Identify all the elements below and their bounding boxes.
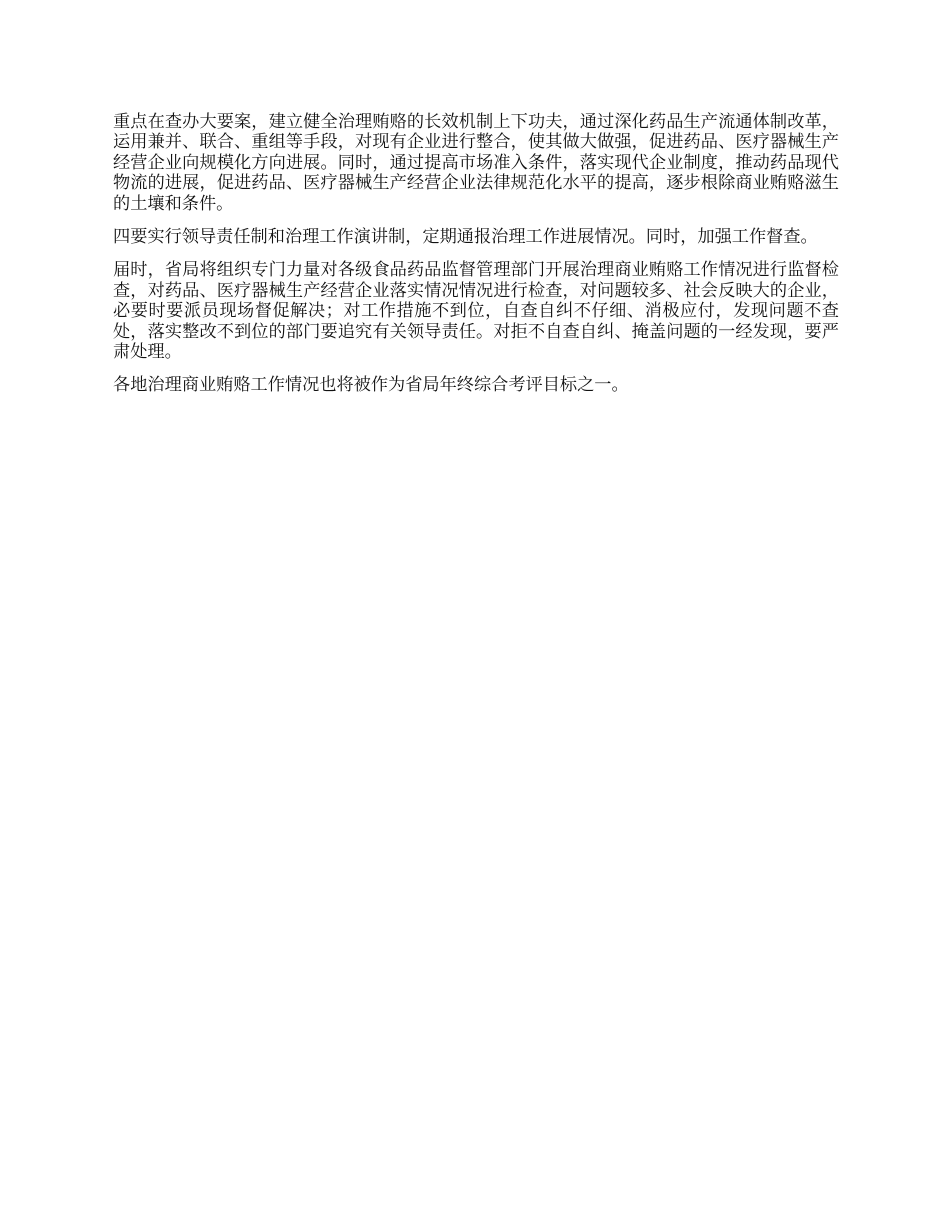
document-body [113, 112, 839, 409]
paragraph-1: 重点在查办大要案，建立健全治理贿赂的长效机制上下功夫，通过深化药品生产流通体制改革，运用兼并、联合、重组等手段，对现有企业进行整合，使其做大做强，促进药品、医疗器械生产经营企业向规模化方向进展。同时，通过提高市场准入条件，落实现代企业制度，推动药品现代物流的进展，促进药品、医疗器械生产经营企业法律规范化水平的提高，逐步根除商业贿赂滋生的土壤和条件。 [113, 112, 839, 214]
paragraph-3: 届时，省局将组织专门力量对各级食品药品监督管理部门开展治理商业贿赂工作情况进行监督检查，对药品、医疗器械生产经营企业落实情况情况进行检查，对问题较多、社会反映大的企业，必要时要派员现场督促解决；对工作措施不到位，自查自纠不仔细、消极应付，发现问题不查处，落实整改不到位的部门要追究有关领导责任。对拒不自查自纠、掩盖问题的一经发现，要严肃处理。 [113, 260, 839, 363]
paragraph-2: 四要实行领导责任制和治理工作演讲制，定期通报治理工作进展情况。同时，加强工作督查。 [113, 227, 818, 248]
paragraph-4: 各地治理商业贿赂工作情况也将被作为省局年终综合考评目标之一。 [113, 375, 629, 396]
